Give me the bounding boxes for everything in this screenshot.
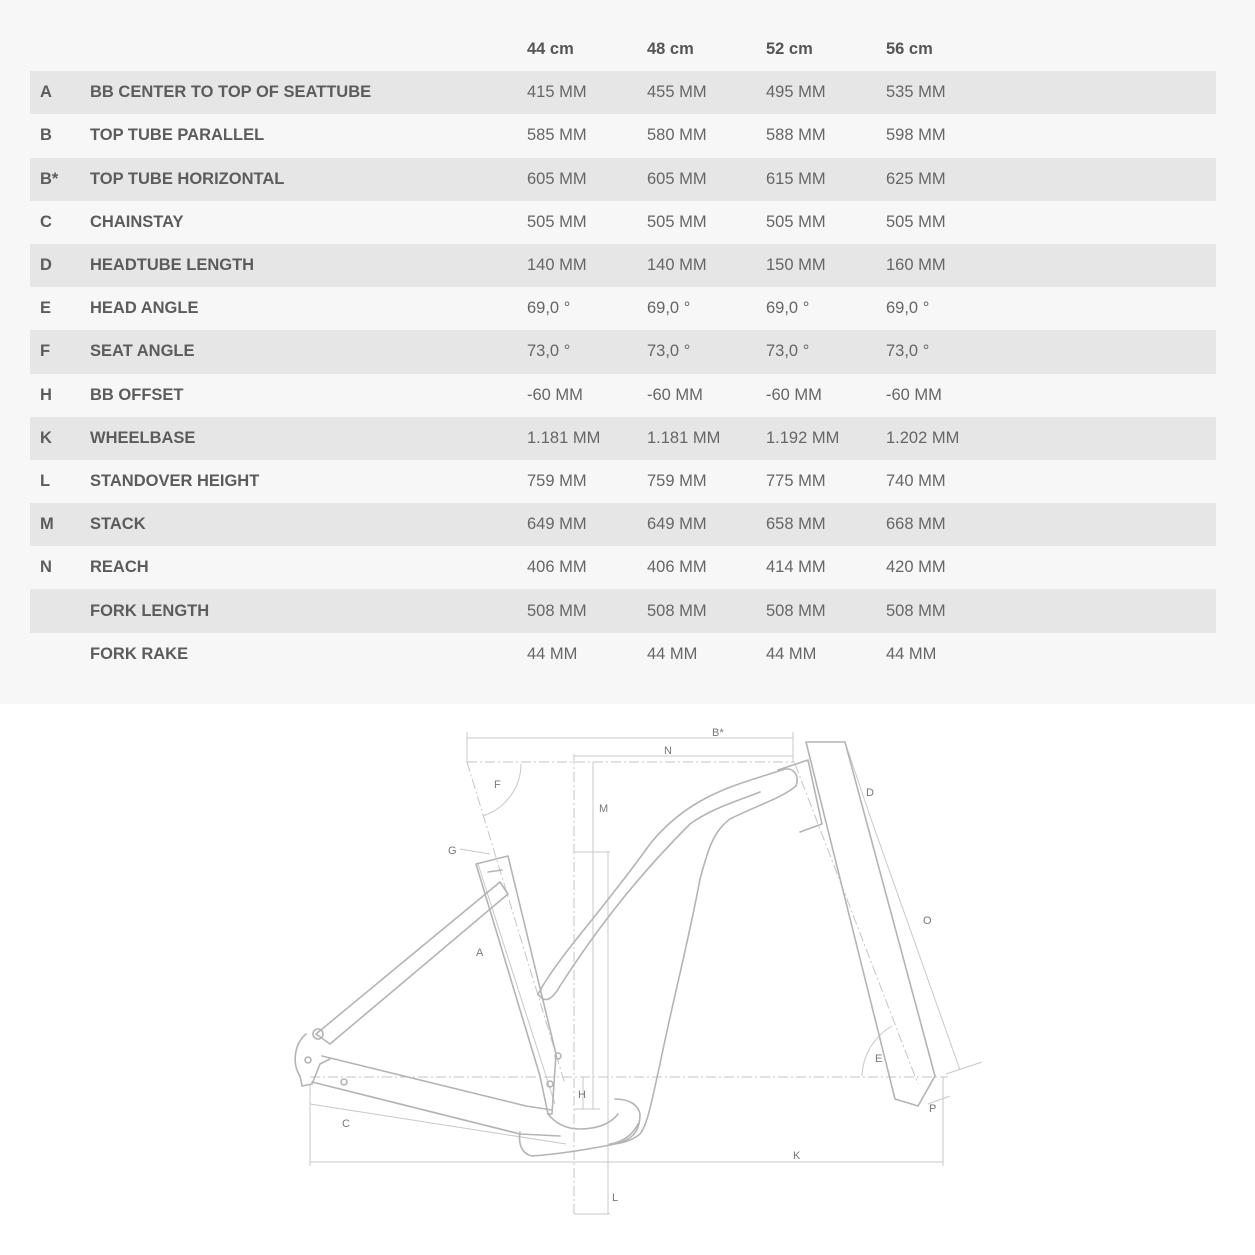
dim-o-tick: [946, 1062, 982, 1074]
label-h: H: [578, 1089, 586, 1101]
dimension-lines: [310, 732, 982, 1214]
row-label: TOP TUBE HORIZONTAL: [90, 169, 285, 188]
row-value: 1.192 MM: [766, 428, 840, 447]
row-label: HEADTUBE LENGTH: [90, 256, 255, 275]
row-value: -60 MM: [766, 385, 822, 404]
row-letter: N: [40, 558, 52, 577]
label-b-star: B*: [712, 727, 724, 739]
dimension-labels: [342, 727, 936, 1204]
row-value: 508 MM: [766, 601, 826, 620]
rear-dropout-bolt: [305, 1057, 311, 1063]
bb-pivot-bottom: [547, 1081, 553, 1087]
row-value: 580 MM: [647, 126, 707, 145]
row-value: 73,0 °: [647, 342, 691, 361]
row-value: 649 MM: [647, 515, 707, 534]
row-value: 649 MM: [527, 515, 587, 534]
row-value: 44 MM: [886, 644, 937, 663]
headtube: [778, 760, 822, 832]
table-row: [30, 287, 1216, 330]
row-value: 44 MM: [647, 644, 698, 663]
table-row: [30, 201, 1216, 244]
row-value: 658 MM: [766, 515, 826, 534]
row-value: 415 MM: [527, 83, 587, 102]
table-row: [30, 546, 1216, 589]
row-label: BB CENTER TO TOP OF SEATTUBE: [90, 83, 372, 102]
row-value: 44 MM: [766, 644, 817, 663]
row-value: -60 MM: [527, 385, 583, 404]
table-row: [30, 158, 1216, 201]
label-d: D: [866, 787, 874, 799]
row-value: 69,0 °: [766, 299, 810, 318]
row-value: 740 MM: [886, 471, 946, 490]
row-value: 140 MM: [647, 256, 707, 275]
row-value: 69,0 °: [647, 299, 691, 318]
size-header-44: 44 cm: [527, 40, 574, 59]
frame-geometry-diagram: [0, 704, 1255, 1255]
seatstay: [316, 882, 508, 1044]
label-p: P: [929, 1103, 937, 1115]
seatstay-pivot: [313, 1029, 323, 1039]
row-value: 44 MM: [527, 644, 578, 663]
label-m: M: [599, 803, 609, 815]
table-row: [30, 417, 1216, 460]
row-value: 1.181 MM: [647, 428, 721, 447]
row-letter: L: [40, 471, 51, 490]
size-header-48: 48 cm: [647, 40, 694, 59]
rear-dropout: [295, 1034, 330, 1086]
row-label: WHEELBASE: [90, 428, 196, 447]
size-header-56: 56 cm: [886, 40, 933, 59]
row-letter: B: [40, 126, 52, 145]
row-label: REACH: [90, 558, 149, 577]
row-value: 505 MM: [527, 212, 587, 231]
row-letter: D: [40, 256, 52, 275]
row-label: STACK: [90, 515, 146, 534]
row-value: 598 MM: [886, 126, 946, 145]
row-value: 406 MM: [527, 558, 587, 577]
row-value: 1.181 MM: [527, 428, 601, 447]
row-value: 150 MM: [766, 256, 826, 275]
row-label: HEAD ANGLE: [90, 299, 199, 318]
table-body: [30, 71, 1216, 676]
row-letter: B*: [40, 169, 59, 188]
row-value: 535 MM: [886, 83, 946, 102]
table-row: [30, 460, 1216, 503]
dim-g-leader: [460, 849, 490, 854]
row-value: 605 MM: [527, 169, 587, 188]
frame-outline: [295, 742, 935, 1156]
row-value: 668 MM: [886, 515, 946, 534]
row-value: 508 MM: [886, 601, 946, 620]
table-row: [30, 589, 1216, 632]
row-value: 455 MM: [647, 83, 707, 102]
label-a: A: [476, 947, 484, 959]
row-value: 508 MM: [647, 601, 707, 620]
row-value: 69,0 °: [527, 299, 571, 318]
row-value: 495 MM: [766, 83, 826, 102]
row-value: 505 MM: [647, 212, 707, 231]
row-value: 625 MM: [886, 169, 946, 188]
row-letter: M: [40, 515, 54, 534]
row-value: 775 MM: [766, 471, 826, 490]
table-row: [30, 114, 1216, 157]
row-label: SEAT ANGLE: [90, 342, 195, 361]
row-value: 414 MM: [766, 558, 826, 577]
table-row: [30, 633, 1216, 676]
geometry-table: [30, 28, 1216, 676]
row-value: 508 MM: [527, 601, 587, 620]
table-row: [30, 330, 1216, 373]
table-row: [30, 71, 1216, 114]
row-letter: E: [40, 299, 52, 318]
toptube-lower-edge: [538, 792, 760, 1000]
label-n: N: [664, 745, 672, 757]
label-k: K: [793, 1150, 801, 1162]
label-f: F: [494, 779, 501, 791]
row-value: -60 MM: [886, 385, 942, 404]
row-value: 585 MM: [527, 126, 587, 145]
row-value: -60 MM: [647, 385, 703, 404]
row-letter: K: [40, 428, 52, 447]
label-e: E: [875, 1053, 883, 1065]
table-row: [30, 374, 1216, 417]
row-label: STANDOVER HEIGHT: [90, 471, 260, 490]
row-value: 1.202 MM: [886, 428, 960, 447]
label-c: C: [342, 1118, 350, 1130]
row-value: 605 MM: [647, 169, 707, 188]
row-value: 69,0 °: [886, 299, 930, 318]
row-value: 505 MM: [766, 212, 826, 231]
steering-axis-line: [795, 764, 918, 1084]
label-l: L: [612, 1192, 619, 1204]
row-label: TOP TUBE PARALLEL: [90, 126, 265, 145]
row-value: 615 MM: [766, 169, 826, 188]
row-value: 759 MM: [527, 471, 587, 490]
row-value: 73,0 °: [527, 342, 571, 361]
downtube-toptube: [538, 769, 797, 1144]
row-label: FORK LENGTH: [90, 601, 210, 620]
row-label: FORK RAKE: [90, 644, 189, 663]
table-header-row: [30, 28, 1216, 71]
row-letter: A: [40, 83, 52, 102]
row-value: 420 MM: [886, 558, 946, 577]
size-header-52: 52 cm: [766, 40, 813, 59]
row-value: 406 MM: [647, 558, 707, 577]
row-label: CHAINSTAY: [90, 212, 184, 231]
row-letter: H: [40, 385, 52, 404]
label-o: O: [923, 915, 932, 927]
row-value: 759 MM: [647, 471, 707, 490]
row-value: 140 MM: [527, 256, 587, 275]
row-letter: C: [40, 212, 52, 231]
row-label: BB OFFSET: [90, 385, 184, 404]
frame-diagram-svg: [0, 704, 1255, 1255]
row-letter: F: [40, 342, 51, 361]
label-g: G: [448, 845, 457, 857]
seat-angle-line: [467, 762, 565, 1084]
row-value: 505 MM: [886, 212, 946, 231]
row-value: 160 MM: [886, 256, 946, 275]
row-value: 73,0 °: [886, 342, 930, 361]
row-value: 73,0 °: [766, 342, 810, 361]
row-value: 588 MM: [766, 126, 826, 145]
table-row: [30, 503, 1216, 546]
dim-f-arc: [483, 764, 521, 816]
chainstay-bolt: [341, 1079, 347, 1085]
table-row: [30, 244, 1216, 287]
